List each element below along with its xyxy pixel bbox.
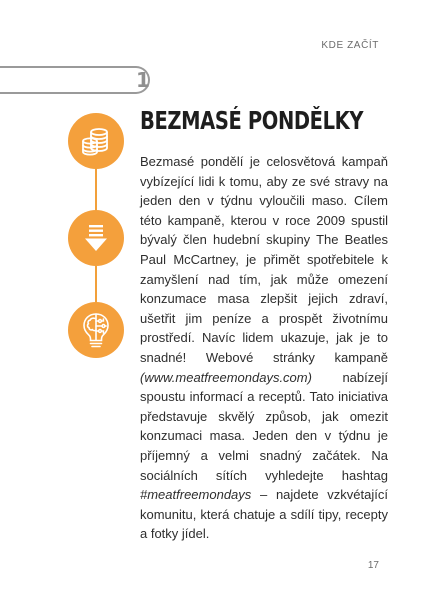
article-body [140,152,388,544]
coins-icon [68,113,124,169]
page-number: 17 [367,560,379,571]
body-text-part-1: Bezmasé pondělí je celosvětová kampaň vybízející lidi k tomu, aby ze své stravy na jeden den v týdnu vyloučili maso. Cílem této kampaně, kterou v roce 2009 spustil bývalý člen hudební skupiny The Beatles Paul McCartney, je přimět spotřebitele k zamyšlení nad tím, jak může omezení konzumace masa zlepšit jejich zdraví, ušetřit jim peníze a prospět životnímu prostředí. Navíc lidem ukazuje, jak je to snadné! Webové stránky kampaně [140,154,388,365]
brain-bulb-icon [68,302,124,358]
body-text-part-3: – najdete vzkvétající komunitu, která chatuje a sdílí tipy, recepty a fotky jídel. [140,487,388,542]
website-url: (www.meatfreemondays.com) [140,369,312,385]
chapter-number: 1 [136,68,150,92]
hashtag: #meatfreemondays [140,487,252,503]
running-head: KDE ZAČÍT [321,40,379,51]
body-text-part-2: nabízejí spoustu informací a receptů. Tato iniciativa představuje skvělý způsob, jak omezit konzumaci masa. Jeden den v týdnu je příjemný a velmi snadný začátek. Na sociálních sítích vyhledejte hashtag [140,369,388,483]
article-title: BEZMASÉ PONDĚLKY [140,106,364,135]
download-arrow-icon [68,210,124,266]
chapter-tab-outline [0,66,150,94]
